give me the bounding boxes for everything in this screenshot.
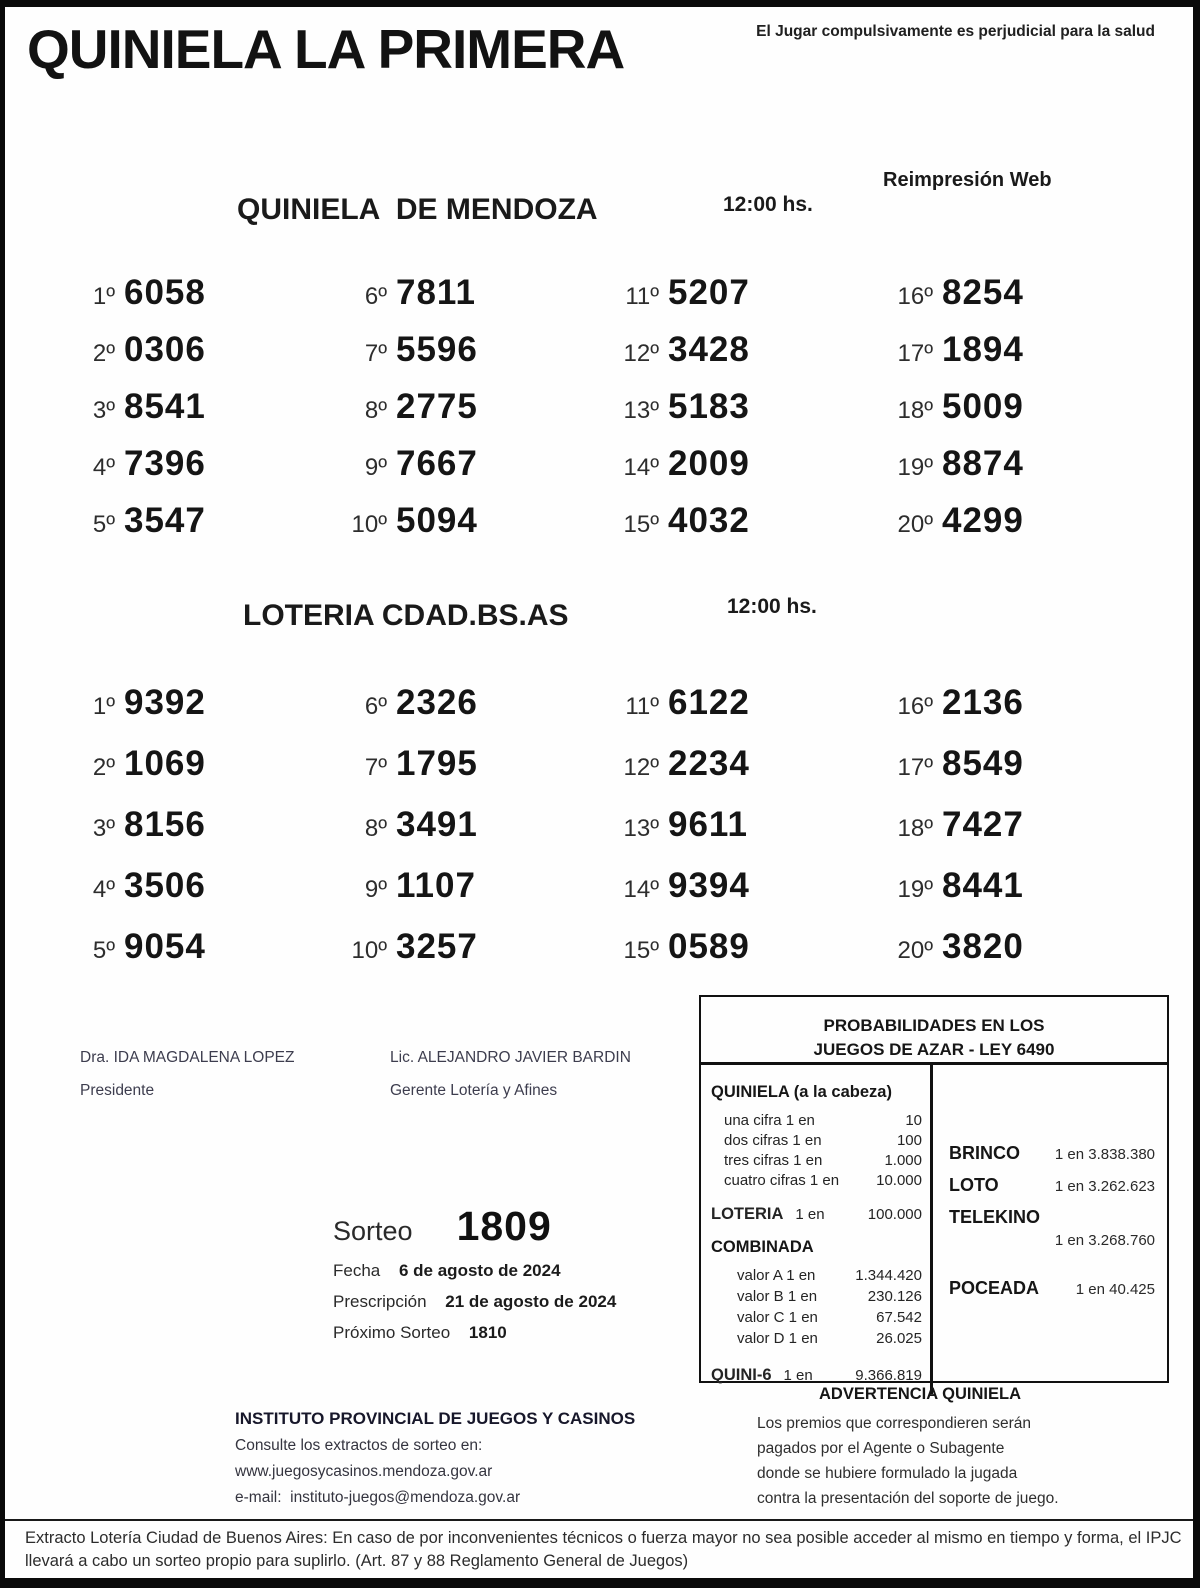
telekino-odds [949,1207,1155,1249]
result-position: 13º [623,815,659,842]
result-number: 3820 [942,927,1024,966]
result-position: 2º [92,754,115,781]
result-number: 9392 [124,683,206,722]
loteria-odds-mid: 1 en [795,1206,825,1223]
game-odds: 1 en 40.425 [1075,1281,1155,1298]
result-position: 7º [364,340,387,367]
result-number: 3491 [396,805,478,844]
draw-number-label: Sorteo [333,1216,413,1246]
probabilities-right-column [933,1065,1167,1394]
odds-label: valor D 1 en [737,1330,818,1347]
result-cell [329,866,601,927]
combinada-odds-header: COMBINADA [711,1238,814,1256]
quini6-odds-mid: 1 en [783,1367,813,1384]
signer-name: Dra. IDA MAGDALENA LOPEZ [80,1049,295,1066]
result-number: 8541 [124,387,206,426]
result-number: 8254 [942,273,1024,312]
mendoza-section-title: QUINIELA DE MENDOZA [237,193,598,226]
result-number: 1795 [396,744,478,783]
institute-name: INSTITUTO PROVINCIAL DE JUEGOS Y CASINOS [235,1409,636,1428]
advertencia-title: ADVERTENCIA QUINIELA [819,1385,1021,1403]
result-cell [875,501,1147,558]
institute-block [235,1409,635,1507]
result-number: 4032 [668,501,750,540]
signer-name: Lic. ALEJANDRO JAVIER BARDIN [390,1049,631,1066]
odds-row [711,1171,922,1191]
result-cell [601,444,875,501]
result-position: 7º [364,754,387,781]
game-name: LOTO [949,1175,999,1195]
result-cell [329,444,601,501]
result-position: 10º [351,511,387,538]
result-number: 4299 [942,501,1024,540]
result-position: 16º [897,693,933,720]
next-draw-label: Próximo Sorteo [333,1323,451,1342]
odds-value: 1.344.420 [855,1267,922,1284]
result-cell [875,866,1147,927]
draw-number-value: 1809 [456,1203,552,1249]
result-cell [875,387,1147,444]
probabilities-left-column [701,1065,933,1394]
advertencia-lines [705,1411,1135,1511]
result-position: 4º [92,876,115,903]
result-position: 16º [897,283,933,310]
next-draw-row [333,1323,616,1343]
result-cell [57,927,329,988]
signature-president [80,1049,294,1100]
result-cell [875,927,1147,988]
result-cell [57,866,329,927]
result-number: 0589 [668,927,750,966]
result-number: 2136 [942,683,1024,722]
brinco-odds [949,1143,1155,1164]
draw-number-row [333,1203,616,1250]
result-number: 5596 [396,330,478,369]
game-name: TELEKINO [949,1207,1041,1227]
draw-date-row [333,1261,616,1281]
responsible-gambling-warning: El Jugar compulsivamente es perjudicial para la salud [756,23,1155,40]
odds-value: 26.025 [876,1330,922,1347]
result-cell [601,866,875,927]
result-position: 9º [364,876,387,903]
odds-label: valor B 1 en [737,1288,818,1305]
result-position: 20º [897,511,933,538]
advertencia-line: donde se hubiere formulado la jugada [757,1465,1018,1482]
mendoza-draw-time: 12:00 hs. [723,193,813,216]
odds-row [711,1151,922,1171]
signer-role: Gerente Lotería y Afines [390,1082,558,1099]
result-number: 3428 [668,330,750,369]
result-cell [57,501,329,558]
result-cell [57,444,329,501]
result-number: 6058 [124,273,206,312]
odds-value: 67.542 [876,1309,922,1326]
result-number: 1107 [396,866,476,905]
odds-label: valor C 1 en [737,1309,818,1326]
result-number: 8156 [124,805,206,844]
result-position: 19º [897,454,933,481]
result-position: 15º [623,937,659,964]
bsas-draw-time: 12:00 hs. [727,595,817,618]
result-number: 1069 [124,744,206,783]
result-position: 11º [625,283,659,310]
advertencia-block [705,1385,1135,1511]
result-number: 8441 [942,866,1024,905]
result-number: 2009 [668,444,750,483]
result-position: 15º [623,511,659,538]
result-cell [601,330,875,387]
result-cell [875,683,1147,744]
result-cell [329,273,601,330]
probabilities-title-line1: PROBABILIDADES EN LOS [823,1016,1045,1035]
result-position: 19º [897,876,933,903]
result-position: 2º [92,340,115,367]
result-cell [57,273,329,330]
odds-label: cuatro cifras 1 en [724,1172,840,1189]
loteria-odds-value: 100.000 [867,1206,922,1223]
result-cell [601,744,875,805]
result-cell [875,805,1147,866]
result-cell [329,683,601,744]
result-cell [875,444,1147,501]
result-number: 2234 [668,744,750,783]
game-name: BRINCO [949,1143,1020,1163]
result-cell [329,387,601,444]
result-cell [329,927,601,988]
result-number: 2326 [396,683,478,722]
institute-consult-line: Consulte los extractos de sorteo en: [235,1437,483,1454]
result-position: 20º [897,937,933,964]
result-number: 5183 [668,387,750,426]
result-cell [875,273,1147,330]
result-position: 5º [92,511,115,538]
footer-divider [5,1519,1193,1521]
odds-label: dos cifras 1 en [724,1132,822,1149]
result-number: 3506 [124,866,206,905]
result-position: 14º [623,876,659,903]
result-number: 3547 [124,501,206,540]
quiniela-odds-rows [711,1111,922,1191]
probabilities-body [701,1065,1167,1394]
result-position: 3º [92,815,115,842]
draw-date-label: Fecha [333,1261,381,1280]
result-position: 6º [364,283,387,310]
result-cell [875,744,1147,805]
result-position: 1º [92,283,115,310]
bsas-results-grid [57,683,1147,988]
draw-expiry-label: Prescripción [333,1292,427,1311]
result-number: 8549 [942,744,1024,783]
result-position: 8º [364,397,387,424]
quini6-odds-row [711,1365,922,1386]
result-position: 18º [897,815,933,842]
game-name: POCEADA [949,1278,1040,1298]
combinada-odds-rows [711,1265,922,1349]
result-number: 5094 [396,501,478,540]
quini6-odds-value: 9.366.819 [855,1367,922,1384]
quiniela-odds-header: QUINIELA (a la cabeza) [711,1083,892,1101]
result-position: 11º [625,693,659,720]
result-cell [329,805,601,866]
result-number: 2775 [396,387,478,426]
result-number: 5009 [942,387,1024,426]
result-cell [57,683,329,744]
result-position: 13º [623,397,659,424]
advertencia-line: pagados por el Agente o Subagente [757,1440,1005,1457]
odds-row [711,1265,922,1286]
result-position: 17º [897,754,933,781]
odds-value: 230.126 [867,1288,922,1305]
result-cell [57,387,329,444]
advertencia-line: contra la presentación del soporte de juego. [757,1490,1059,1507]
draw-date-value: 6 de agosto de 2024 [398,1261,561,1280]
result-number: 9394 [668,866,750,905]
result-cell [329,744,601,805]
result-position: 3º [92,397,115,424]
result-position: 9º [364,454,387,481]
result-cell [601,387,875,444]
institute-website: www.juegosycasinos.mendoza.gov.ar [235,1463,493,1480]
draw-expiry-row [333,1292,616,1312]
odds-row [711,1328,922,1349]
loteria-odds-row [711,1204,922,1225]
odds-value: 1.000 [884,1152,922,1169]
odds-row [711,1307,922,1328]
game-odds: 1 en 3.262.623 [1054,1178,1155,1195]
result-number: 8874 [942,444,1024,483]
odds-label: tres cifras 1 en [724,1152,823,1169]
result-cell [875,330,1147,387]
result-number: 7667 [396,444,478,483]
odds-value: 10.000 [876,1172,922,1189]
odds-value: 100 [896,1132,922,1149]
result-position: 10º [351,937,387,964]
result-number: 0306 [124,330,206,369]
odds-label: una cifra 1 en [724,1112,815,1129]
footer-legal-text: Extracto Lotería Ciudad de Buenos Aires: En caso de por inconvenientes técnicos o fuerza mayor no sea posible acceder al mismo en tiempo y forma, el IPJC llevará a cabo un sorteo propio para suplirlo. (Art. 87 y 88 Reglamento General de Juegos) [25,1529,1182,1570]
draw-expiry-value: 21 de agosto de 2024 [445,1292,617,1311]
bsas-section-title: LOTERIA CDAD.BS.AS [243,599,569,632]
result-number: 7427 [942,805,1024,844]
result-position: 4º [92,454,115,481]
advertencia-line: Los premios que correspondieren serán [757,1415,1031,1432]
result-position: 8º [364,815,387,842]
result-position: 17º [897,340,933,367]
result-position: 12º [623,340,659,367]
signature-manager [390,1049,631,1100]
probabilities-title [701,997,1167,1065]
probabilities-box [699,995,1169,1383]
result-cell [57,744,329,805]
poceada-odds [949,1278,1155,1299]
odds-row [711,1131,922,1151]
game-odds: 1 en 3.838.380 [1054,1146,1155,1163]
result-cell [57,330,329,387]
result-cell [329,330,601,387]
loteria-odds-label: LOTERIA [711,1205,784,1223]
result-number: 6122 [668,683,750,722]
result-number: 9054 [124,927,206,966]
result-number: 3257 [396,927,478,966]
game-odds: 1 en 3.268.760 [1054,1232,1155,1249]
result-number: 5207 [668,273,750,312]
result-number: 7811 [396,273,476,312]
result-position: 14º [623,454,659,481]
result-number: 9611 [668,805,748,844]
result-cell [57,805,329,866]
odds-row [711,1111,922,1131]
result-position: 1º [92,693,115,720]
loto-odds [949,1175,1155,1196]
result-position: 12º [623,754,659,781]
quini6-odds-label: QUINI-6 [711,1366,772,1384]
mendoza-results-grid [57,273,1147,558]
result-number: 7396 [124,444,206,483]
result-position: 6º [364,693,387,720]
result-cell [601,805,875,866]
next-draw-value: 1810 [468,1323,507,1342]
result-cell [601,273,875,330]
result-position: 18º [897,397,933,424]
institute-email: e-mail: instituto-juegos@mendoza.gov.ar [235,1489,521,1506]
odds-row [711,1286,922,1307]
page-title: QUINIELA LA PRIMERA [27,18,625,80]
odds-value: 10 [905,1112,922,1129]
result-cell [601,683,875,744]
result-cell [601,927,875,988]
reprint-label: Reimpresión Web [883,169,1052,191]
result-cell [601,501,875,558]
result-position: 5º [92,937,115,964]
draw-info-block [333,1203,616,1343]
signer-role: Presidente [80,1082,155,1099]
probabilities-title-line2: JUEGOS DE AZAR - LEY 6490 [813,1040,1055,1059]
odds-label: valor A 1 en [737,1267,816,1284]
result-number: 1894 [942,330,1024,369]
result-cell [329,501,601,558]
